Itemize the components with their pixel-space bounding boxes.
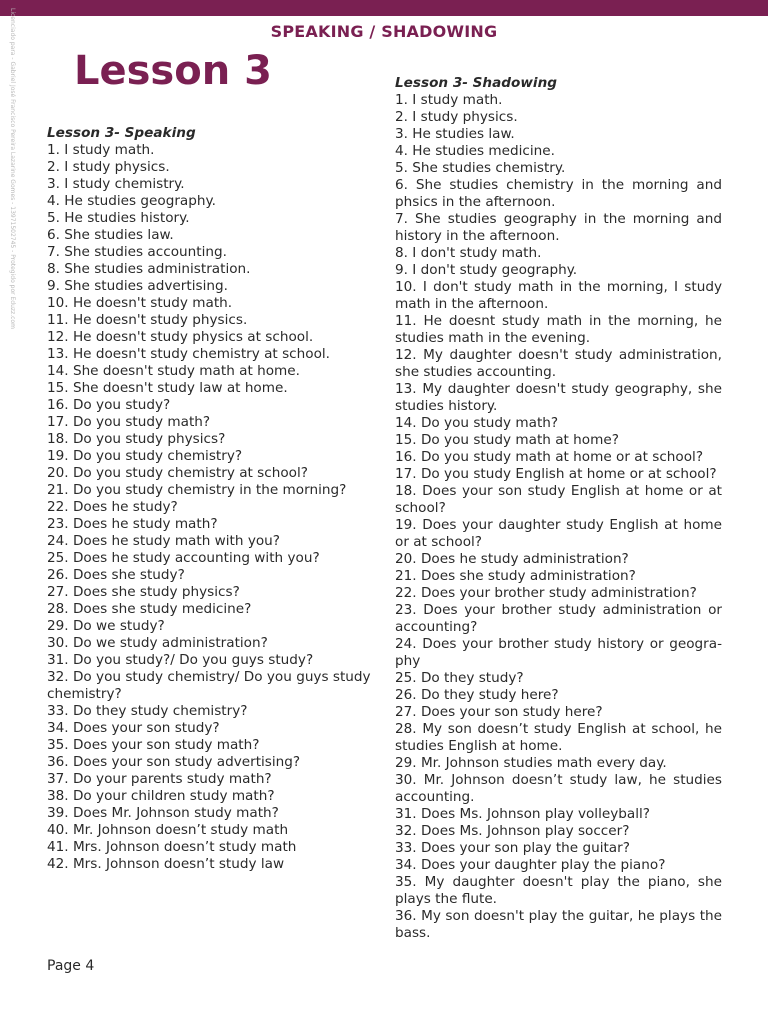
list-item: 19. Does your daughter study English at home or at school? (395, 517, 722, 550)
list-item: 38. Do your children study math? (47, 788, 275, 804)
list-item: 28. Does she study medicine? (47, 601, 252, 617)
list-item: 17. Do you study English at home or at school? (395, 466, 717, 482)
shadowing-list (395, 92, 722, 942)
list-item: 2. I study physics. (395, 109, 518, 125)
list-item: 14. Do you study math? (395, 415, 559, 431)
list-item: 2. I study physics. (47, 159, 170, 175)
list-item: 9. I don't study geography. (395, 262, 578, 278)
list-item: 4. He studies medicine. (395, 143, 555, 159)
list-item: 21. Do you study chemistry in the morning? (47, 482, 347, 498)
list-item: 17. Do you study math? (47, 414, 211, 430)
list-item: 35. My daughter doesn't play the piano, she plays the flute. (395, 874, 722, 907)
list-item: 15. She doesn't study law at home. (47, 380, 288, 396)
list-item: 23. Does he study math? (47, 516, 218, 532)
list-item: 27. Does she study physics? (47, 584, 240, 600)
list-item: 29. Do we study? (47, 618, 165, 634)
list-item: 7. She studies accounting. (47, 244, 227, 260)
list-item: 28. My son doesn’t study English at school, he studies English at home. (395, 721, 722, 754)
list-item: 12. My daughter doesn't study administration, she studies accounting. (395, 347, 722, 380)
list-item: 21. Does she study administration? (395, 568, 636, 584)
page-number: Page 4 (47, 958, 95, 974)
list-item: 23. Does your brother study administration or accounting? (395, 602, 722, 635)
list-item: 34. Does your daughter play the piano? (395, 857, 666, 873)
list-item: 13. My daughter doesn't study geography, she studies history. (395, 381, 722, 414)
list-item: 16. Do you study? (47, 397, 171, 413)
list-item: 1. I study math. (47, 142, 155, 158)
list-item: 5. She studies chemistry. (395, 160, 566, 176)
list-item: 8. I don't study math. (395, 245, 542, 261)
list-item: 3. He studies law. (395, 126, 515, 142)
list-item: 19. Do you study chemistry? (47, 448, 243, 464)
list-item: 16. Do you study math at home or at school? (395, 449, 704, 465)
list-item: 39. Does Mr. Johnson study math? (47, 805, 279, 821)
list-item: 5. He studies history. (47, 210, 190, 226)
list-item: 20. Does he study administration? (395, 551, 629, 567)
list-item: 18. Do you study physics? (47, 431, 226, 447)
list-item: 13. He doesn't study chemistry at school. (47, 346, 330, 362)
list-item: 34. Does your son study? (47, 720, 220, 736)
list-item: 8. She studies administration. (47, 261, 251, 277)
list-item: 33. Do they study chemistry? (47, 703, 248, 719)
section-title: SPEAKING / SHADOWING (270, 22, 498, 41)
shadowing-column (395, 75, 722, 942)
list-item: 7. She studies geography in the morning and history in the afternoon. (395, 211, 722, 244)
list-item: 10. He doesn't study math. (47, 295, 233, 311)
list-item: 22. Does he study? (47, 499, 178, 515)
list-item: 1. I study math. (395, 92, 503, 108)
list-item: 25. Does he study accounting with you? (47, 550, 320, 566)
list-item: 27. Does your son study here? (395, 704, 603, 720)
list-item: 25. Do they study? (395, 670, 524, 686)
list-item: 10. I don't study math in the morning, I study math in the afternoon. (395, 279, 722, 312)
list-item: 37. Do your parents study math? (47, 771, 272, 787)
list-item: 41. Mrs. Johnson doesn’t study math (47, 839, 297, 855)
list-item: 35. Does your son study math? (47, 737, 260, 753)
top-accent-bar (0, 0, 768, 16)
list-item: 26. Does she study? (47, 567, 185, 583)
license-watermark: Licenciado para - Gabriel José Francisco Pereira Lazarine Gomes - 13971502745 - Protegido por Eduzz.com (9, 8, 16, 329)
list-item: 29. Mr. Johnson studies math every day. (395, 755, 667, 771)
lesson-title: Lesson 3 (74, 48, 272, 94)
list-item: 22. Does your brother study administration? (395, 585, 697, 601)
list-item: 31. Do you study?/ Do you guys study? (47, 652, 314, 668)
list-item: 11. He doesnt study math in the morning, he studies math in the evening. (395, 313, 722, 346)
list-item: 24. Does he study math with you? (47, 533, 281, 549)
list-item: 24. Does your brother study history or geogra-phy (395, 636, 722, 669)
list-item: 20. Do you study chemistry at school? (47, 465, 308, 481)
list-item: 30. Mr. Johnson doesn’t study law, he studies accounting. (395, 772, 722, 805)
list-item: 31. Does Ms. Johnson play volleyball? (395, 806, 650, 822)
list-item: 6. She studies chemistry in the morning and phsics in the afternoon. (395, 177, 722, 210)
list-item: 40. Mr. Johnson doesn’t study math (47, 822, 289, 838)
list-item: 26. Do they study here? (395, 687, 559, 703)
speaking-column (47, 125, 379, 873)
list-item: 11. He doesn't study physics. (47, 312, 248, 328)
list-item: 32. Do you study chemistry/ Do you guys study chemistry? (47, 669, 371, 702)
list-item: 33. Does your son play the guitar? (395, 840, 630, 856)
speaking-list (47, 142, 379, 873)
speaking-heading: Lesson 3- Speaking (47, 125, 196, 141)
list-item: 36. Does your son study advertising? (47, 754, 301, 770)
list-item: 36. My son doesn't play the guitar, he plays the bass. (395, 908, 722, 941)
list-item: 14. She doesn't study math at home. (47, 363, 300, 379)
list-item: 4. He studies geography. (47, 193, 216, 209)
list-item: 42. Mrs. Johnson doesn’t study law (47, 856, 285, 872)
list-item: 30. Do we study administration? (47, 635, 268, 651)
list-item: 3. I study chemistry. (47, 176, 185, 192)
shadowing-heading: Lesson 3- Shadowing (395, 75, 557, 91)
list-item: 12. He doesn't study physics at school. (47, 329, 314, 345)
list-item: 9. She studies advertising. (47, 278, 228, 294)
list-item: 6. She studies law. (47, 227, 174, 243)
list-item: 15. Do you study math at home? (395, 432, 619, 448)
list-item: 32. Does Ms. Johnson play soccer? (395, 823, 630, 839)
list-item: 18. Does your son study English at home or at school? (395, 483, 722, 516)
